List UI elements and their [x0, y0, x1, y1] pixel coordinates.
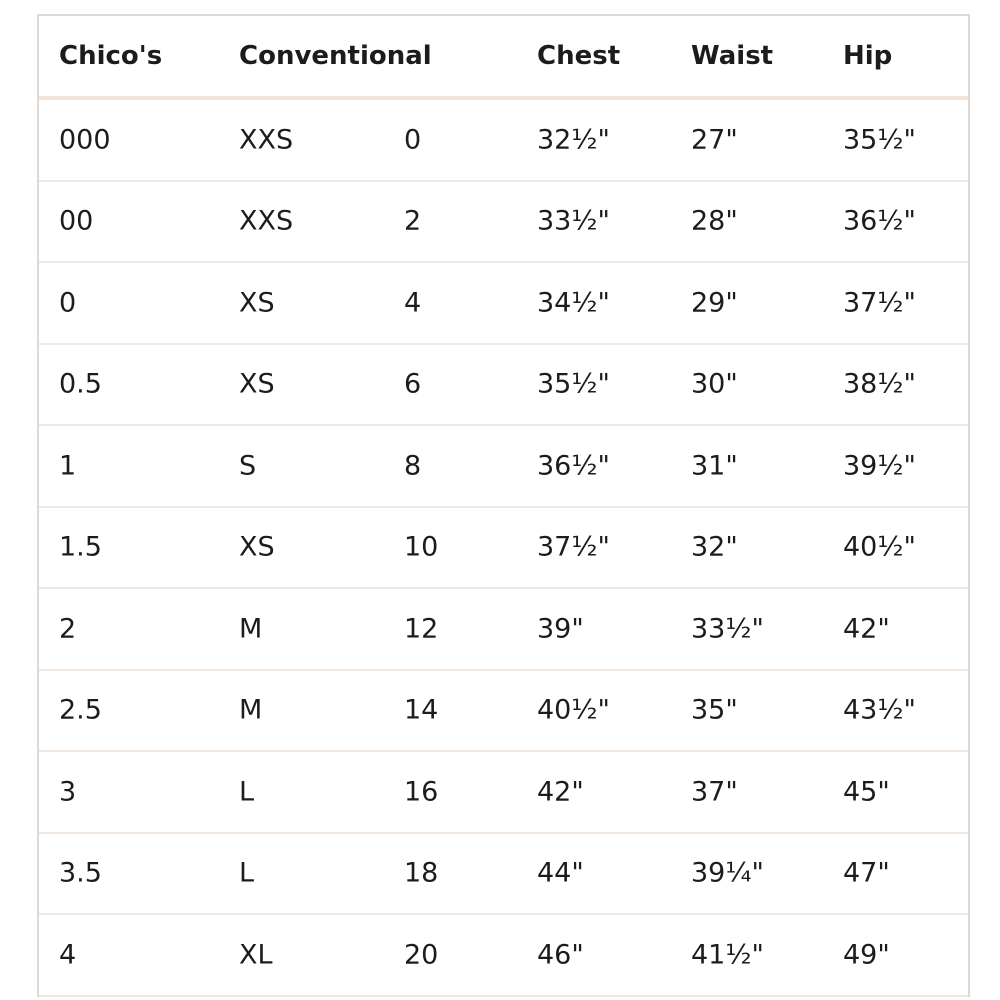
- table-row: [39, 915, 968, 997]
- header-waist: Waist: [691, 41, 774, 71]
- cell-hip: 42": [843, 613, 890, 645]
- cell-numeric-size: 0: [404, 124, 422, 156]
- cell-waist: 41½": [691, 939, 764, 971]
- header-chicos: Chico's: [59, 41, 163, 71]
- cell-chicos: 00: [59, 205, 94, 237]
- cell-waist: 32": [691, 531, 738, 563]
- cell-conventional: L: [239, 776, 255, 808]
- cell-conventional: XXS: [239, 124, 294, 156]
- cell-hip: 35½": [843, 124, 916, 156]
- cell-waist: 31": [691, 450, 738, 482]
- cell-numeric-size: 20: [404, 939, 439, 971]
- cell-chicos: 3: [59, 776, 77, 808]
- cell-hip: 43½": [843, 694, 916, 726]
- cell-chicos: 0: [59, 287, 77, 319]
- cell-numeric-size: 10: [404, 531, 439, 563]
- cell-numeric-size: 12: [404, 613, 439, 645]
- cell-conventional: M: [239, 694, 263, 726]
- cell-chicos: 4: [59, 939, 77, 971]
- cell-numeric-size: 4: [404, 287, 422, 319]
- cell-chest: 40½": [537, 694, 610, 726]
- cell-numeric-size: 6: [404, 368, 422, 400]
- cell-chicos: 000: [59, 124, 111, 156]
- cell-hip: 47": [843, 857, 890, 889]
- table-row: [39, 752, 968, 834]
- cell-conventional: S: [239, 450, 257, 482]
- cell-chest: 36½": [537, 450, 610, 482]
- cell-numeric-size: 2: [404, 205, 422, 237]
- cell-conventional: XXS: [239, 205, 294, 237]
- cell-chest: 33½": [537, 205, 610, 237]
- cell-numeric-size: 18: [404, 857, 439, 889]
- table-row: [39, 100, 968, 182]
- cell-chicos: 3.5: [59, 857, 102, 889]
- table-row: [39, 182, 968, 264]
- table-row: [39, 263, 968, 345]
- cell-hip: 36½": [843, 205, 916, 237]
- cell-numeric-size: 16: [404, 776, 439, 808]
- cell-conventional: XS: [239, 287, 275, 319]
- cell-waist: 35": [691, 694, 738, 726]
- cell-waist: 30": [691, 368, 738, 400]
- cell-waist: 39¼": [691, 857, 764, 889]
- cell-chest: 32½": [537, 124, 610, 156]
- table-row: [39, 589, 968, 671]
- cell-chest: 44": [537, 857, 584, 889]
- cell-waist: 28": [691, 205, 738, 237]
- cell-hip: 37½": [843, 287, 916, 319]
- cell-hip: 49": [843, 939, 890, 971]
- cell-chest: 46": [537, 939, 584, 971]
- cell-hip: 45": [843, 776, 890, 808]
- cell-conventional: M: [239, 613, 263, 645]
- cell-conventional: XS: [239, 368, 275, 400]
- cell-waist: 29": [691, 287, 738, 319]
- cell-hip: 38½": [843, 368, 916, 400]
- table-row: [39, 834, 968, 916]
- cell-chicos: 2.5: [59, 694, 102, 726]
- cell-conventional: XS: [239, 531, 275, 563]
- cell-chicos: 0.5: [59, 368, 102, 400]
- table-row: [39, 671, 968, 753]
- header-chest: Chest: [537, 41, 621, 71]
- cell-chicos: 2: [59, 613, 77, 645]
- table-row: [39, 508, 968, 590]
- cell-chest: 34½": [537, 287, 610, 319]
- size-chart-table: [37, 14, 970, 997]
- cropped-title-fragment: [44, 0, 68, 3]
- cell-chest: 35½": [537, 368, 610, 400]
- header-conventional: Conventional: [239, 41, 432, 71]
- cell-waist: 37": [691, 776, 738, 808]
- cell-waist: 33½": [691, 613, 764, 645]
- cell-conventional: L: [239, 857, 255, 889]
- cell-conventional: XL: [239, 939, 273, 971]
- cell-numeric-size: 8: [404, 450, 422, 482]
- header-hip: Hip: [843, 41, 893, 71]
- table-row: [39, 345, 968, 427]
- cell-chicos: 1: [59, 450, 77, 482]
- cell-chest: 39": [537, 613, 584, 645]
- table-header-row: [39, 16, 968, 100]
- cell-waist: 27": [691, 124, 738, 156]
- cell-hip: 40½": [843, 531, 916, 563]
- cell-hip: 39½": [843, 450, 916, 482]
- cell-numeric-size: 14: [404, 694, 439, 726]
- cell-chest: 37½": [537, 531, 610, 563]
- cell-chest: 42": [537, 776, 584, 808]
- table-row: [39, 426, 968, 508]
- cell-chicos: 1.5: [59, 531, 102, 563]
